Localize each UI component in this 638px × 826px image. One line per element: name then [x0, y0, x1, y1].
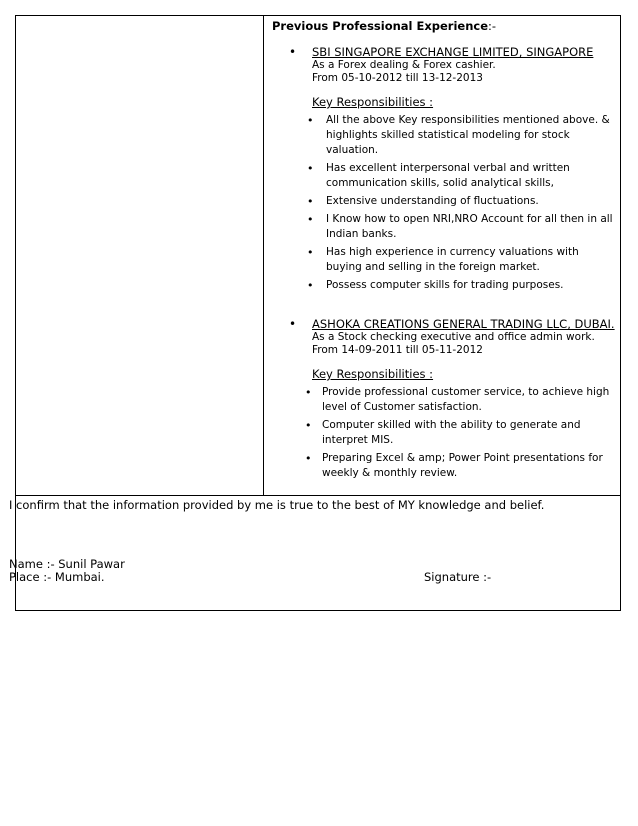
job-period: From 14-09-2011 till 05-11-2012 [312, 344, 483, 356]
list-item: • Computer skilled with the ability to generate and interpret MIS. [305, 419, 581, 446]
place-line: Place :- Mumbai. [9, 570, 105, 584]
section-title: Previous Professional Experience:- [272, 19, 497, 33]
row-divider [16, 495, 620, 496]
place-row [9, 571, 599, 584]
list-item: • Preparing Excel & amp; Power Point presentations for weekly & monthly review. [305, 452, 603, 479]
company-name: SBI SINGAPORE EXCHANGE LIMITED, SINGAPORE [312, 45, 594, 59]
list-item: • I Know how to open NRI,NRO Account for all then in all Indian banks. [307, 213, 613, 240]
list-item: • Possess computer skills for trading purposes. [307, 279, 564, 292]
list-item: • Extensive understanding of fluctuations. [307, 195, 539, 208]
job-entry [289, 317, 617, 481]
list-item: • Has high experience in currency valuations with buying and selling in the foreign market. [307, 246, 579, 273]
column-divider [263, 16, 264, 495]
signature-label: Signature :- [424, 570, 492, 584]
declaration-section [9, 497, 599, 584]
list-item: • Has excellent interpersonal verbal and written communication skills, solid analytical skills, [307, 162, 570, 189]
job-role: As a Stock checking executive and office admin work. [312, 331, 595, 343]
declaration-text: I confirm that the information provided by me is true to the best of MY knowledge and belief. [9, 498, 545, 512]
responsibilities-heading: Key Responsibilities : [312, 367, 434, 381]
job-bullet: • [289, 317, 297, 331]
list-item: • All the above Key responsibilities mentioned above. & highlights skilled statistical modeling for stock valuation. [307, 114, 610, 156]
job-role: As a Forex dealing & Forex cashier. [312, 59, 496, 71]
name-line: Name :- Sunil Pawar [9, 557, 125, 571]
company-name: ASHOKA CREATIONS GENERAL TRADING LLC, DUBAI. [312, 317, 615, 331]
list-item: • Provide professional customer service, to achieve high level of Customer satisfaction. [305, 386, 610, 413]
job-bullet: • [289, 45, 297, 59]
responsibilities-list [289, 385, 617, 481]
experience-section [272, 19, 617, 484]
responsibilities-list [289, 113, 617, 293]
responsibilities-heading: Key Responsibilities : [312, 95, 434, 109]
job-entry [289, 45, 617, 293]
job-period: From 05-10-2012 till 13-12-2013 [312, 72, 483, 84]
